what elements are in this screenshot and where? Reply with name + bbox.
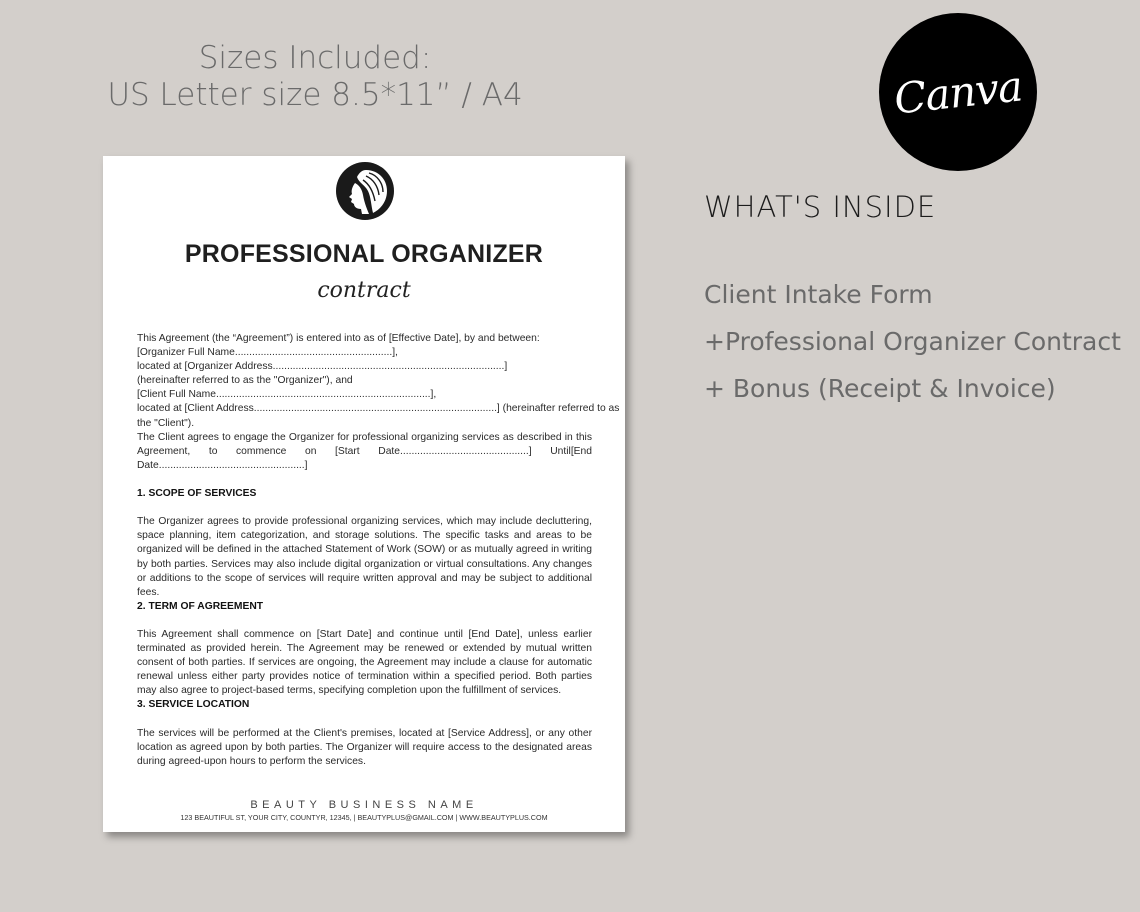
section-heading: 3. SERVICE LOCATION [137, 699, 250, 711]
contract-page [103, 156, 625, 832]
section-paragraph: The services will be performed at the Client's premises, located at [Service Address], or any other location as agreed upon by both parties. The Organizer will require access to the designated areas during agreed-upon hours to perform the services. [137, 727, 592, 767]
intro-line: (hereinafter referred to as the "Organizer"), and [137, 375, 353, 387]
intro-line: [Organizer Full Name.......................................................], [137, 347, 398, 359]
whats-inside-title: WHAT'S INSIDE [704, 190, 937, 224]
document-title: PROFESSIONAL ORGANIZER [184, 240, 544, 268]
section-paragraph: The Organizer agrees to provide professional organizing services, which may include decluttering, space planning, item categorization, and storage solutions. The specific tasks and areas to be organized will be defined in the attached Statement of Work (SOW) or as mutually agreed in writing by both parties. Services may also include digital organization or virtual consultations. Any changes or additions to the scope of services will require written approval and may be subject to additional fees. [137, 516, 592, 598]
section-heading: 2. TERM OF AGREEMENT [137, 600, 264, 612]
intro-line: located at [Organizer Address.................................................................................] [137, 361, 508, 373]
document-subtitle: contract [317, 278, 411, 303]
engagement-paragraph: The Client agrees to engage the Organizer for professional organizing services as described in this Agreement, to commence on [Start Date.............................................] Until[End Date...................................................] [137, 431, 592, 471]
woman-profile-icon [335, 161, 395, 221]
section-heading: 1. SCOPE OF SERVICES [137, 488, 257, 500]
contract-body [137, 332, 620, 769]
canva-logo-text: Canva [891, 60, 1025, 124]
inside-item: + Bonus (Receipt & Invoice) [704, 374, 1056, 403]
canva-badge [879, 13, 1037, 171]
inside-item: Client Intake Form [704, 280, 933, 309]
intro-line: This Agreement (the “Agreement”) is entered into as of [Effective Date], by and between: [137, 333, 540, 344]
intro-line: the "Client"). [137, 417, 195, 429]
sizes-line-2: US Letter size 8.5*11” / A4 [107, 77, 523, 113]
business-name: BEAUTY BUSINESS NAME [250, 799, 478, 811]
sizes-included-text [100, 40, 530, 114]
sizes-line-1: Sizes Included: [198, 40, 432, 76]
whats-inside-list [704, 276, 1140, 417]
intro-line: located at [Client Address.....................................................................................] (hereinafter referred to as [137, 403, 620, 415]
inside-item: +Professional Organizer Contract [704, 327, 1121, 356]
section-paragraph: This Agreement shall commence on [Start Date] and continue until [End Date], unless earlier terminated as provided herein. The Agreement may be renewed or extended by mutual written consent of both parties. If services are ongoing, the Agreement may include a clause for automatic renewal unless either party provides notice of termination within a specified period. Both parties may also agree to project-based terms, specifying completion upon the fulfillment of services. [137, 628, 592, 697]
business-address: 123 BEAUTIFUL ST, YOUR CITY, COUNTYR, 12345, | BEAUTYPLUS@GMAIL.COM | WWW.BEAUTYPLUS.COM [180, 813, 548, 822]
intro-line: [Client Full Name...........................................................................], [137, 389, 437, 401]
